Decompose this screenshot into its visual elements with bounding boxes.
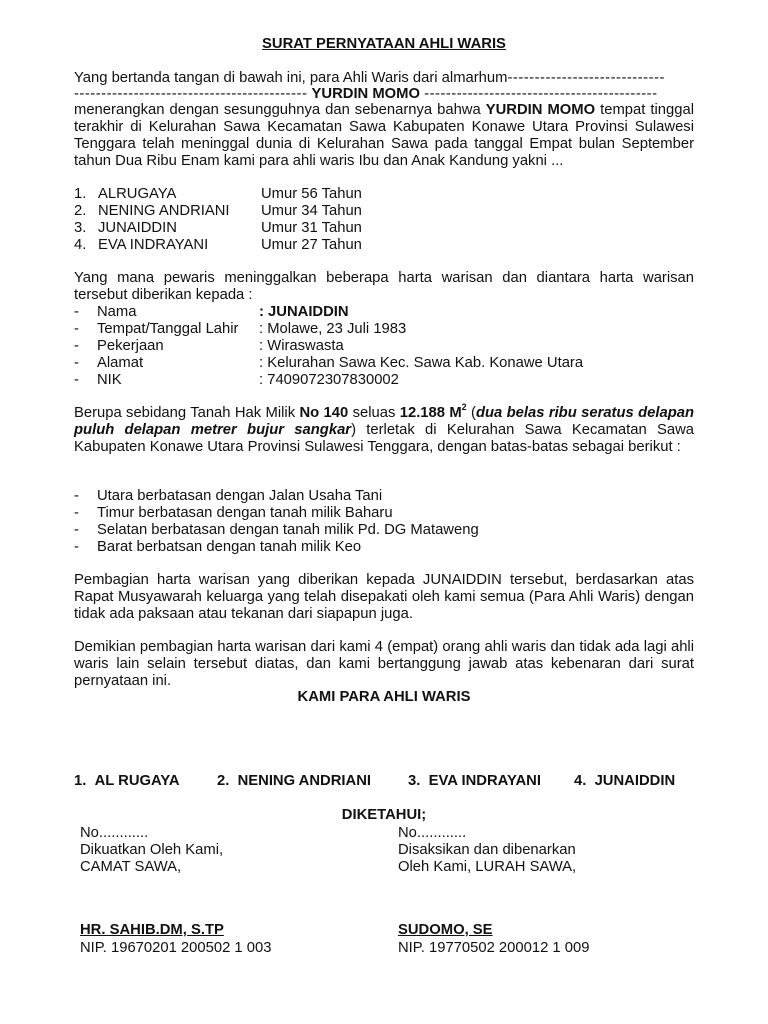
heir-name: NENING ANDRIANI [98, 203, 230, 219]
camat-block [80, 825, 223, 876]
bullet: - [74, 321, 79, 337]
bullet: - [74, 539, 79, 555]
land-text-2: seluas [352, 405, 396, 421]
lurah-no: No............ [398, 825, 467, 841]
signer-3 [408, 773, 541, 790]
list-item [74, 237, 362, 254]
boundary-text: Barat berbatsan dengan tanah milik Keo [97, 539, 362, 555]
land-text-1: Berupa sebidang Tanah Hak Milik [74, 405, 296, 421]
bullet: - [74, 505, 79, 521]
list-item [74, 220, 362, 237]
signer-name: JUNAIDDIN [594, 773, 676, 789]
signer-number: 2. [217, 773, 230, 789]
signer-name: EVA INDRAYANI [428, 773, 541, 789]
known-heading: DIKETAHUI; [341, 807, 427, 823]
intro-line-2 [74, 86, 658, 103]
recipient-details [74, 304, 583, 389]
bullet: - [74, 338, 79, 354]
land-area [399, 402, 467, 421]
signer-name: AL RUGAYA [94, 773, 180, 789]
land-text-3: ( [471, 405, 476, 421]
signer-4 [574, 773, 675, 790]
land-area-value: 12.188 M [399, 405, 462, 421]
camat-no: No............ [80, 825, 149, 841]
boundary-text: Selatan berbatasan dengan tanah milik Pd. DG Mataweng [97, 522, 479, 538]
boundaries-list [74, 488, 479, 556]
heir-age: Umur 31 Tahun [261, 220, 362, 236]
camat-nip: NIP. 19670201 200502 1 003 [80, 940, 272, 956]
list-item [74, 539, 479, 556]
signer-number: 1. [74, 773, 87, 789]
detail-row-occupation [74, 338, 583, 355]
land-area-unit-exponent: 2 [461, 402, 467, 413]
bullet: - [74, 488, 79, 504]
intro-dashes-right: ------------------------------------------- [424, 86, 658, 102]
heir-number: 2. [74, 203, 87, 219]
signer-name: NENING ANDRIANI [237, 773, 372, 789]
heir-name: EVA INDRAYANI [98, 237, 209, 253]
intro-dashes-left: ------------------------------------------- [74, 86, 308, 102]
bullet: - [74, 355, 79, 371]
detail-label: Nama [97, 304, 137, 320]
division-paragraph: Pembagian harta warisan yang diberikan kepada JUNAIDDIN tersebut, berdasarkan atas Rapat Musyawarah keluarga yang telah disepakati oleh kami semua (Para Ahli Waris) dengan tidak ada paksaan atau tekanan dari siapapun juga. [74, 572, 694, 622]
recipient-intro: Yang mana pewaris meninggalkan beberapa harta warisan dan diantara harta warisan tersebut diberikan kepada : [74, 270, 694, 303]
intro-line-1 [74, 70, 665, 87]
detail-label: Tempat/Tanggal Lahir [97, 321, 239, 337]
camat-name: HR. SAHIB.DM, S.TP [80, 922, 224, 938]
lurah-name: SUDOMO, SE [398, 922, 493, 938]
bullet: - [74, 522, 79, 538]
heir-number: 1. [74, 186, 87, 202]
list-item [74, 203, 362, 220]
intro-paragraph-text-b: tempat tinggal terakhir di Kelurahan Sawa Kecamatan Sawa Kabupaten Konawe Utara Provinsi Sulawesi Tenggara telah meninggal dunia di Kelurahan Sawa pada tanggal Empat bulan September tahun Dua Ribu Enam kami para ahli waris Ibu dan Anak Kandung yakni ... [74, 102, 694, 169]
lurah-line-2: Oleh Kami, LURAH SAWA, [398, 859, 577, 875]
detail-label: Pekerjaan [97, 338, 164, 354]
detail-value: : 7409072307830002 [259, 372, 399, 388]
land-paragraph [74, 402, 695, 456]
detail-row-address [74, 355, 583, 372]
intro-paragraph-name: YURDIN MOMO [485, 102, 596, 118]
detail-value: : Molawe, 23 Juli 1983 [259, 321, 407, 337]
list-item [74, 522, 479, 539]
land-certificate-number: No 140 [299, 405, 349, 421]
detail-row-name [74, 304, 583, 321]
intro-paragraph [74, 102, 694, 170]
detail-row-birth [74, 321, 583, 338]
land-area-words: dua belas ribu seratus delapan puluh delapan metrer bujur sangkar [74, 405, 695, 438]
bullet: - [74, 304, 79, 320]
closing-paragraph: Demikian pembagian harta warisan dari kami 4 (empat) orang ahli waris dan tidak ada lagi ahli waris lain selain tersebut diatas, dan kami bertanggung jawab atas kebenaran dari surat pernyataan ini. [74, 639, 694, 689]
signer-1 [74, 773, 180, 790]
heir-number: 3. [74, 220, 87, 236]
boundary-text: Utara berbatasan dengan Jalan Usaha Tani [97, 488, 383, 504]
boundary-text: Timur berbatasan dengan tanah milik Baharu [97, 505, 393, 521]
document-title: SURAT PERNYATAAN AHLI WARIS [262, 36, 506, 52]
heir-name: JUNAIDDIN [98, 220, 177, 236]
list-item [74, 488, 479, 505]
signer-number: 4. [574, 773, 587, 789]
heir-number: 4. [74, 237, 87, 253]
heir-age: Umur 56 Tahun [261, 186, 362, 202]
land-text-4: ) terletak di Kelurahan Sawa Kecamatan Sawa Kabupaten Konawe Utara Provinsi Sulawesi Tenggara, dengan batas-batas sebagai berikut : [74, 422, 694, 455]
signer-2 [217, 773, 371, 790]
intro-dashes: ----------------------------- [507, 70, 665, 86]
heirs-heading: KAMI PARA AHLI WARIS [297, 689, 471, 705]
intro-text: Yang bertanda tangan di bawah ini, para Ahli Waris dari almarhum [74, 70, 508, 86]
camat-line-1: Dikuatkan Oleh Kami, [80, 842, 224, 858]
intro-paragraph-text-a: menerangkan dengan sesungguhnya dan sebenarnya bahwa [74, 102, 481, 118]
detail-label: NIK [97, 372, 122, 388]
camat-line-2: CAMAT SAWA, [80, 859, 182, 875]
heir-age: Umur 27 Tahun [261, 237, 362, 253]
heir-age: Umur 34 Tahun [261, 203, 362, 219]
list-item [74, 505, 479, 522]
heir-name: ALRUGAYA [98, 186, 177, 202]
signer-number: 3. [408, 773, 421, 789]
deceased-name: YURDIN MOMO [311, 86, 421, 102]
heirs-list [74, 186, 362, 254]
lurah-nip: NIP. 19770502 200012 1 009 [398, 940, 590, 956]
bullet: - [74, 372, 79, 388]
detail-label: Alamat [97, 355, 144, 371]
list-item [74, 186, 362, 203]
detail-row-nik [74, 372, 583, 389]
detail-value: : Kelurahan Sawa Kec. Sawa Kab. Konawe Utara [259, 355, 584, 371]
lurah-block [398, 825, 576, 876]
detail-value: : Wiraswasta [259, 338, 344, 354]
lurah-line-1: Disaksikan dan dibenarkan [398, 842, 576, 858]
detail-value: : JUNAIDDIN [259, 304, 349, 320]
